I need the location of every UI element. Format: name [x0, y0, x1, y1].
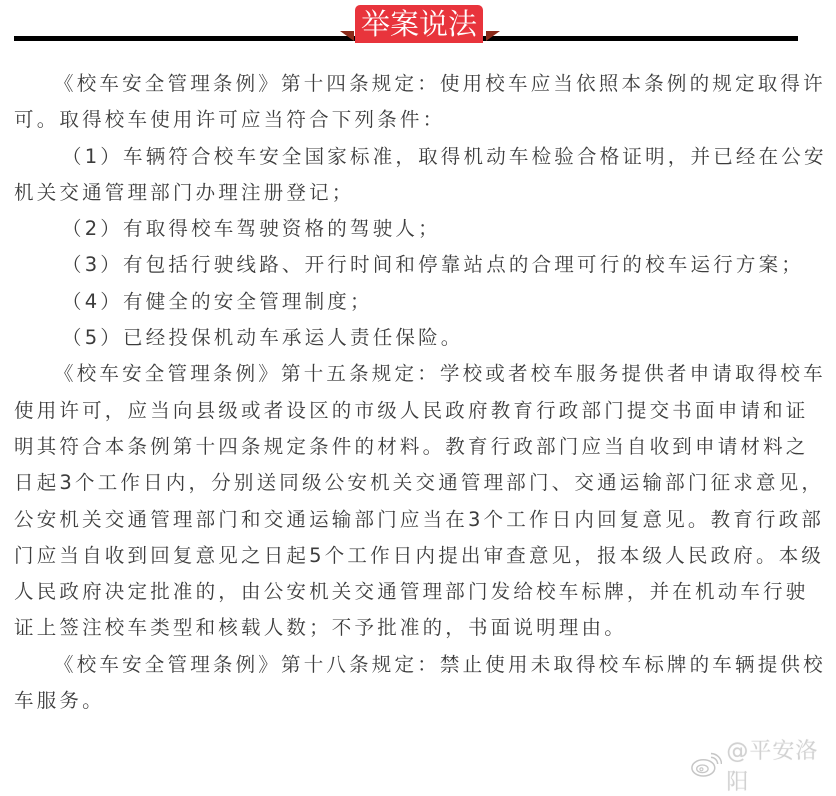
article-15-text-line: 使用许可，应当向县级或者设区的市级人民政府教育行政部门提交书面申请和证	[14, 398, 809, 422]
weibo-icon	[690, 751, 722, 779]
watermark-text: @平安洛阳	[726, 739, 819, 795]
article-18-text-line: 车服务。	[14, 689, 105, 713]
ribbon-fold-left	[340, 31, 354, 41]
article-15-heading-line: 《校车安全管理条例》第十五条规定：学校或者校车服务提供者申请取得校车	[54, 362, 826, 386]
weibo-watermark	[690, 734, 836, 796]
article-15-text-line: 人民政府决定批准的，由公安机关交通管理部门发给校车标牌，并在机动车行驶	[14, 580, 809, 604]
article-14-text-line: 可。取得校车使用许可应当符合下列条件：	[14, 108, 446, 132]
article-15-text-line: 公安机关交通管理部门和交通运输部门应当在3个工作日内回复意见。教育行政部	[14, 507, 825, 531]
article-18-heading-line: 《校车安全管理条例》第十八条规定：禁止使用未取得校车标牌的车辆提供校	[54, 652, 826, 676]
article-15-text-line: 门应当自收到回复意见之日起5个工作日内提出审查意见，报本级人民政府。本级	[14, 543, 825, 567]
ribbon-fold-right	[486, 31, 500, 41]
section-banner	[355, 5, 483, 43]
condition-item-1-continued: 机关交通管理部门办理注册登记；	[14, 180, 355, 204]
article-15-text-line: 日起3个工作日内，分别送同级公安机关交通管理部门、交通运输部门征求意见，	[14, 471, 825, 495]
article-14-heading-line: 《校车安全管理条例》第十四条规定：使用校车应当依照本条例的规定取得许	[54, 72, 826, 95]
article-15-text-line: 证上签注校车类型和核载人数；不予批准的，书面说明理由。	[14, 616, 627, 640]
condition-item-1: （1）车辆符合校车安全国家标准，取得机动车检验合格证明，并已经在公安	[62, 144, 827, 168]
condition-item-3: （3）有包括行驶线路、开行时间和停靠站点的合理可行的校车运行方案；	[62, 253, 805, 277]
condition-item-5: （5）已经投保机动车承运人责任保险。	[62, 326, 464, 350]
article-body	[14, 66, 826, 719]
article-15-text-line: 明其符合本条例第十四条规定条件的材料。教育行政部门应当自收到申请材料之	[14, 434, 809, 458]
condition-item-4: （4）有健全的安全管理制度；	[62, 289, 373, 313]
section-header	[0, 0, 836, 56]
condition-item-2: （2）有取得校车驾驶资格的驾驶人；	[62, 217, 441, 241]
section-title: 举案说法	[360, 6, 477, 41]
